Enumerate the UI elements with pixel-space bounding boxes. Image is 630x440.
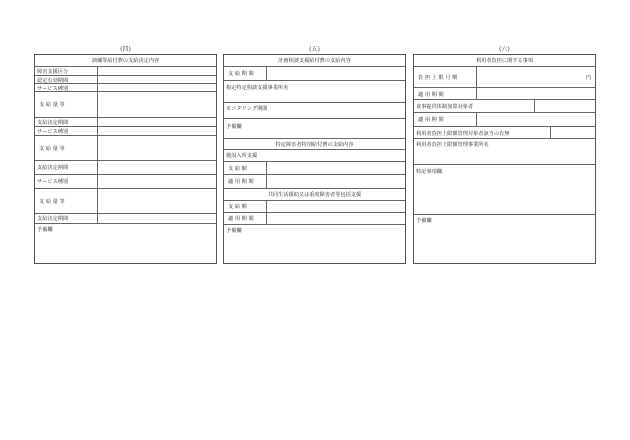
cap-mgmt-target-label: 利用者負担上限額管理対象者該当の有無 (416, 131, 510, 137)
panel-6-remarks: 予備欄 (416, 218, 432, 224)
disability-class-label: 障害支援区分 (37, 69, 69, 75)
burden-period-label-2: 適 用 期 間 (418, 117, 444, 123)
panel-training-benefits (34, 54, 217, 264)
amount-row-2 (35, 136, 216, 161)
panel-5-header-row (224, 55, 405, 67)
divider (266, 162, 267, 174)
panel-4-header-row (35, 55, 216, 67)
meal-addition-row (414, 100, 595, 113)
cert-period-row (35, 76, 216, 84)
cap-monthly-label: 負 担 上 限 月 額 (418, 75, 458, 81)
divider (97, 161, 98, 174)
special-benefit-header: 特定障害者特別給付費の支給内容 (275, 142, 354, 148)
amount-label-3: 支 給 量 等 (39, 199, 65, 205)
meal-addition-label: 食事提供体制加算対象者 (416, 104, 474, 110)
cert-period-label: 認定有効期間 (37, 78, 69, 84)
amount-row-1 (35, 92, 216, 118)
service-type-row-2 (35, 127, 216, 136)
group-amount-label: 支 給 額 (228, 204, 247, 210)
service-type-row-1 (35, 84, 216, 92)
section-6-number: (六) (499, 46, 510, 53)
amount-label-1: 支 給 量 等 (39, 102, 65, 108)
monitoring-row (224, 103, 405, 119)
cap-monthly-row (414, 67, 595, 88)
designated-office-row (224, 81, 405, 103)
group-amount-row (224, 201, 405, 213)
group-period-label: 適 用 期 間 (228, 216, 254, 222)
special-benefit-header-row (224, 139, 405, 150)
service-type-label-1: サービス種別 (37, 86, 69, 92)
divider (476, 113, 477, 126)
burden-period-row-2 (414, 113, 595, 127)
payment-period-row (224, 67, 405, 81)
service-type-row-3 (35, 175, 216, 189)
special-notes-row (414, 165, 595, 215)
panel-6-header: 利用者負担に関する事項 (475, 58, 534, 64)
section-5-number: (五) (309, 46, 320, 53)
divider (97, 189, 98, 213)
service-type-label-3: サービス種別 (37, 179, 69, 185)
panel-user-burden (413, 54, 596, 264)
payment-period-label: 支 給 期 間 (228, 71, 254, 77)
facility-label: 施設入所支援 (226, 153, 258, 159)
divider (266, 67, 267, 80)
panel-4-remarks: 予備欄 (37, 227, 53, 233)
decision-period-label-1: 支給決定期間 (37, 120, 69, 126)
decision-period-label-3: 支給決定期間 (37, 216, 69, 222)
disability-class-row (35, 67, 216, 76)
divider (97, 136, 98, 160)
cap-mgmt-office-label: 利用者負担上限額管理事業所名 (416, 142, 489, 148)
divider (476, 67, 477, 87)
panel-5-remarks-2: 予備欄 (226, 228, 242, 234)
facility-period-label: 適 用 期 間 (228, 179, 254, 185)
divider (266, 201, 267, 212)
divider (97, 92, 98, 117)
facility-period-row (224, 175, 405, 189)
cap-mgmt-office-row (414, 139, 595, 165)
divider (266, 213, 267, 224)
group-period-row (224, 213, 405, 225)
divider (266, 175, 267, 188)
monitoring-label: モニタリング期間 (226, 106, 268, 112)
divider (97, 76, 98, 83)
burden-period-label-1: 適 用 期 間 (418, 92, 444, 98)
service-type-label-2: サービス種別 (37, 129, 69, 135)
designated-office-label: 指定特定相談支援事業所名 (226, 85, 289, 91)
panel-5-remarks-1: 予備欄 (226, 124, 242, 130)
group-home-header: 共同生活援助又は重度障害者等包括支援 (267, 192, 362, 198)
section-4-number: (四) (120, 46, 131, 53)
cap-mgmt-target-row (414, 127, 595, 139)
amount-label-2: 支 給 量 等 (39, 146, 65, 152)
panel-6-header-row (414, 55, 595, 67)
divider (476, 88, 477, 99)
panel-4-header: 訓練等給付費の支給決定内容 (91, 58, 160, 64)
yen-unit: 円 (585, 75, 591, 81)
panel-5-header: 計画相談支援給付費の支給内容 (278, 58, 351, 64)
group-home-header-row (224, 189, 405, 201)
divider (97, 214, 98, 223)
decision-period-label-2: 支給決定期間 (37, 165, 69, 171)
divider (97, 127, 98, 135)
facility-row (224, 150, 405, 162)
special-notes-label: 特記事項欄 (416, 169, 442, 175)
burden-period-row-1 (414, 88, 595, 100)
decision-period-row-1 (35, 118, 216, 127)
remarks-row-1 (224, 119, 405, 139)
divider (97, 118, 98, 126)
panel-plan-consultation (223, 54, 406, 264)
divider (97, 175, 98, 188)
facility-amount-row (224, 162, 405, 175)
decision-period-row-2 (35, 161, 216, 175)
divider (97, 84, 98, 91)
facility-amount-label: 支 給 額 (228, 166, 247, 172)
divider (534, 100, 535, 112)
divider (97, 67, 98, 75)
amount-row-3 (35, 189, 216, 214)
decision-period-row-3 (35, 214, 216, 224)
divider (550, 127, 551, 138)
